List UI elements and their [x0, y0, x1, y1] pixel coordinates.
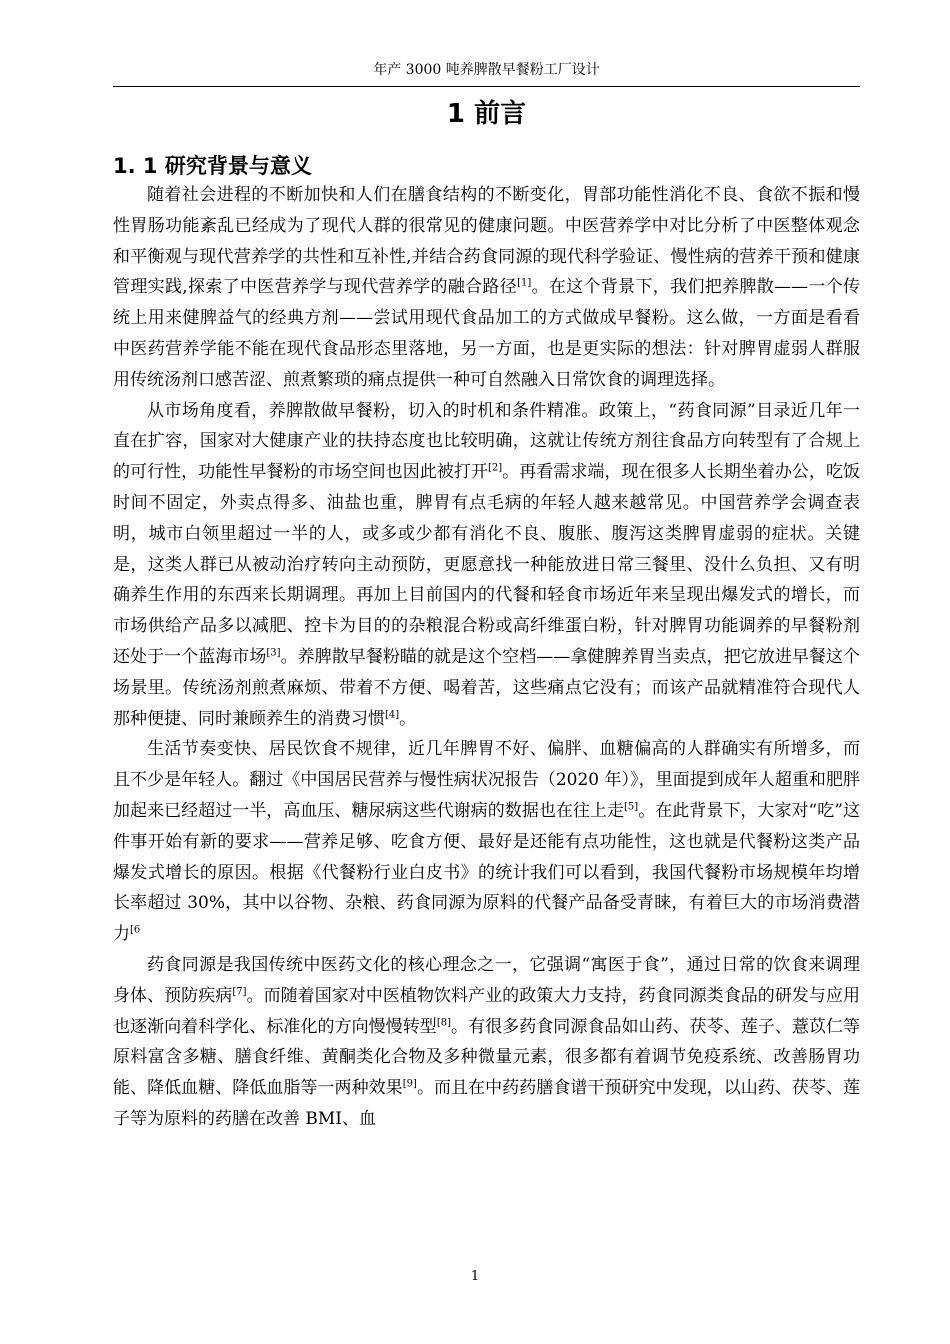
citation: [8]: [436, 1016, 451, 1028]
paragraph-3: [113, 734, 860, 950]
citation: [4]: [385, 708, 400, 720]
chapter-title: 1 前言: [446, 99, 527, 129]
paragraph-text: 。有很多药食同源食品如山药、茯苓、莲子、薏苡仁等原料富含多糖、膳食纤维、黄酮类化合物及多种微量元素，很多都有着调节免疫系统、改善肠胃功能、降低血糖、降低血脂等一两种效果: [113, 1016, 861, 1099]
citation: [9]: [402, 1078, 417, 1090]
paragraph-text: 。在此背景下，大家对“吃”这件事开始有新的要求——营养足够、吃食方便、最好是还能有点功能性，这也就是代餐粉这类产品爆发式增长的原因。根据《代餐粉行业白皮书》的统计我们可以看到，我国代餐粉市场规模年均增长率超过 30%，其中以谷物、杂粮、药食同源为原料的代餐产品备受青睐，有着巨大的市场消费潜力: [113, 800, 860, 945]
citation: [6: [130, 924, 141, 936]
paragraph-1: [113, 180, 860, 396]
paragraph-text: 。在这个背景下，我们把养脾散——一个传统上用来健脾益气的经典方剂——尝试用现代食品加工的方式做成早餐粉。这么做，一方面是看看中医药营养学能不能在现代食品形态里落地，另一方面，也是更实际的想法：针对脾胃虚弱人群服用传统汤剂口感苦涩、煎煮繁琐的痛点提供一种可自然融入日常饮食的调理选择。: [113, 277, 861, 390]
citation: [7]: [232, 986, 247, 998]
citation: [1]: [517, 277, 532, 289]
paragraph-4: [113, 950, 860, 1135]
page-number: 1: [470, 1269, 480, 1284]
section-title: 1. 1 研究背景与意义: [113, 154, 312, 178]
paragraph-text: 药食同源是我国传统中医药文化的核心理念之一，它强调“寓医于食”，通过日常的饮食来调理身体、预防疾病: [113, 954, 860, 1006]
citation: [2]: [487, 462, 503, 474]
paragraph-text: 从市场角度看，养脾散做早餐粉，切入的时机和条件精准。政策上，“药食同源”目录近几年一直在扩容，国家对大健康产业的扶持态度也比较明确，这就让传统方剂往食品方向转型有了合规上的可行性，功能性早餐粉的市场空间也因此被打开: [113, 400, 860, 483]
header-rule: [113, 86, 860, 87]
paragraph-text: 。: [399, 708, 417, 729]
paragraph-text: 。而随着国家对中医植物饮料产业的政策大力支持，药食同源类食品的研发与应用也逐渐向着科学化、标准化的方向慢慢转型: [113, 985, 861, 1037]
paragraph-2: [113, 396, 860, 735]
running-header: 年产 3000 吨养脾散早餐粉工厂设计: [373, 62, 600, 78]
citation: [3]: [266, 647, 281, 659]
citation: [5]: [623, 801, 639, 813]
paragraph-text: 。再看需求端，现在很多人长期坐着办公，吃饭时间不固定，外卖点得多、油盐也重，脾胃有点毛病的年轻人越来越常见。中国营养学会调查表明，城市白领里超过一半的人，或多或少都有消化不良、腹胀、腹泻这类脾胃虚弱的症状。关键是，这类人群已从被动治疗转向主动预防，更愿意找一种能放进日常三餐里、没什么负担、又有明确养生作用的东西来长期调理。再加上目前国内的代餐和轻食市场近年来呈现出爆发式的增长，而市场供给产品多以减肥、控卡为目的的杂粮混合粉或高纤维蛋白粉，针对脾胃功能调养的早餐粉剂还处于一个蓝海市场: [113, 462, 861, 667]
body-text: [113, 180, 860, 1135]
paragraph-text: 。养脾散早餐粉瞄的就是这个空档——拿健脾养胃当卖点，把它放进早餐这个场景里。传统汤剂煎煮麻烦、带着不方便、喝着苦，这些痛点它没有；而该产品就精准符合现代人那种便捷、同时兼顾养生的消费习惯: [113, 646, 861, 729]
paragraph-text: 随着社会进程的不断加快和人们在膳食结构的不断变化，胃部功能性消化不良、食欲不振和慢性胃肠功能紊乱已经成为了现代人群的很常见的健康问题。中医营养学中对比分析了中医整体观念和平衡观与现代营养学的共性和互补性,并结合药食同源的现代科学验证、慢性病的营养干预和健康管理实践,探索了中医营养学与现代营养学的融合路径: [113, 185, 860, 298]
paragraph-text: 生活节奏变快、居民饮食不规律，近几年脾胃不好、偏胖、血糖偏高的人群确实有所增多，而且不少是年轻人。翻过《中国居民营养与慢性病状况报告（2020 年）》，里面提到成年人超重和肥胖加起来已经超过一半，高血压、糖尿病这些代谢病的数据也在往上走: [113, 739, 860, 821]
paragraph-text: 。而且在中药药膳食谱干预研究中发现，以山药、茯苓、莲子等为原料的药膳在改善 BMI、血: [113, 1078, 861, 1129]
